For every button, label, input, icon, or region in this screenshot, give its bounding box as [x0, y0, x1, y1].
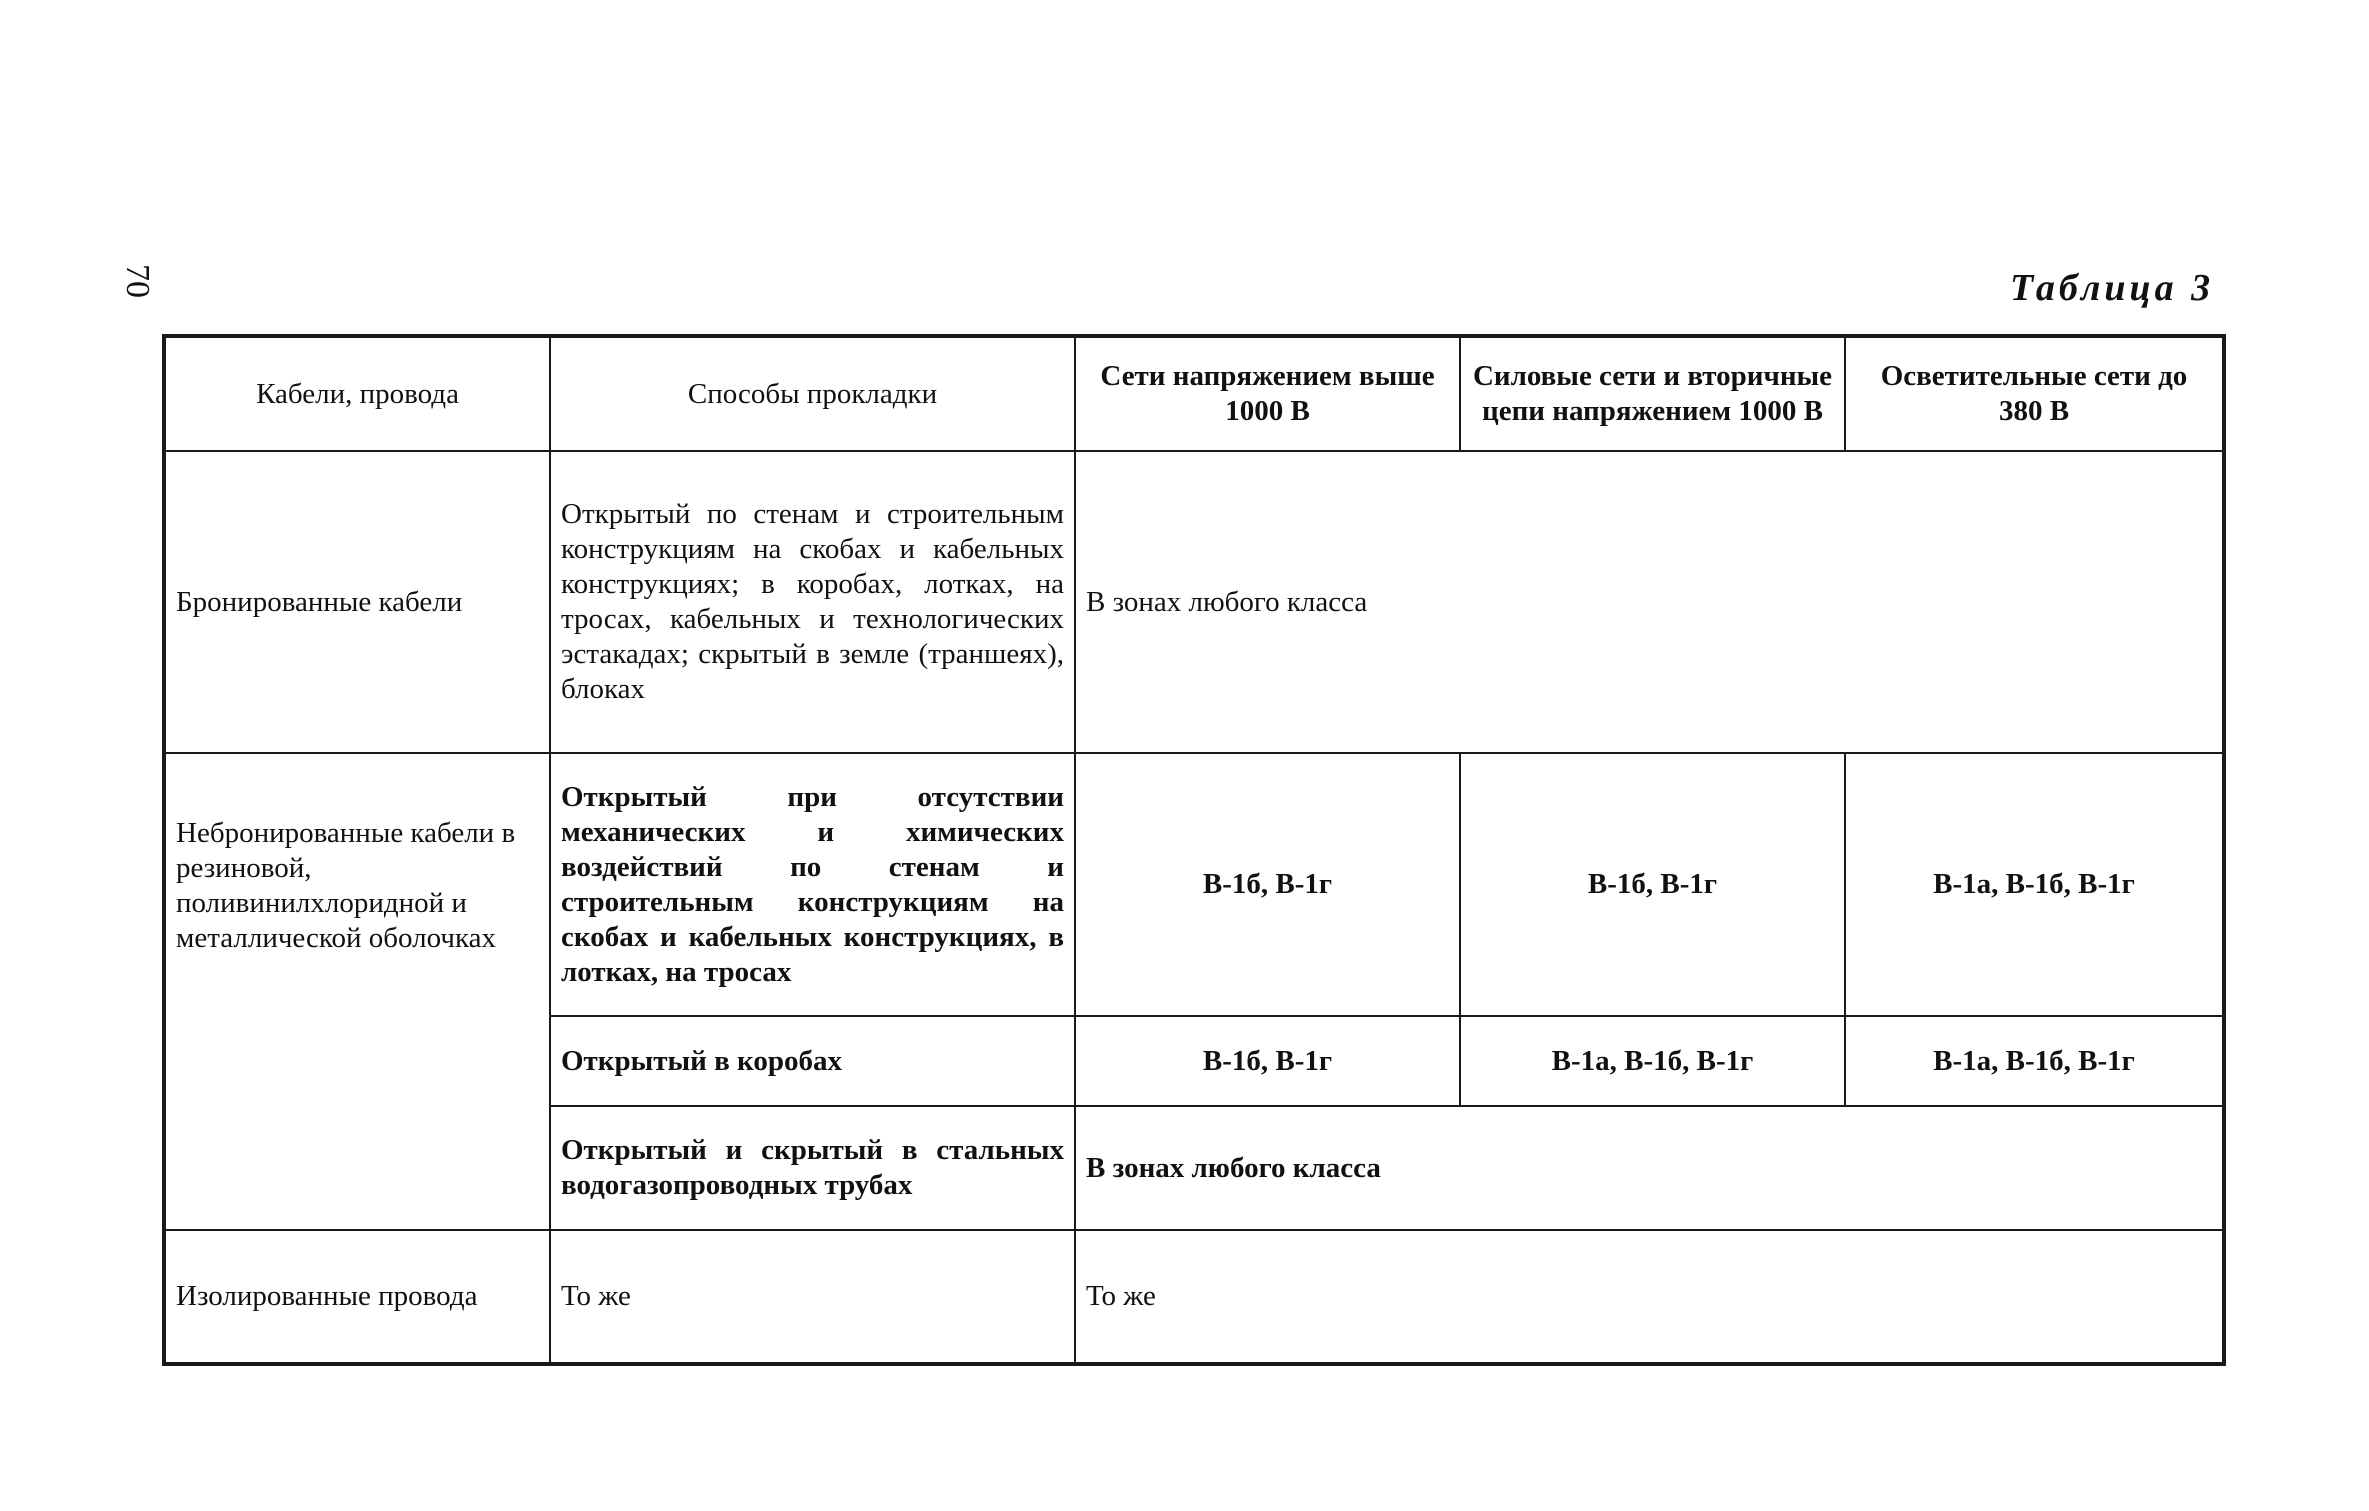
cell-unarmored-2-lighting: В-1а, В-1б, В-1г [1846, 1017, 2222, 1107]
header-cables: Кабели, провода [166, 338, 551, 452]
header-power: Силовые сети и вторичные цепи напряжением 1000 В [1461, 338, 1846, 452]
cell-armored-all: В зонах любого класса [1076, 452, 2222, 754]
table-caption: Таблица 3 [2010, 267, 2215, 309]
cell-unarmored-1-method: Открытый при отсутствии механических и химических воздействий по стенам и строительным конструкциям на скобах и кабельных конструкциях, в лотках, на тросах [551, 754, 1076, 1017]
page-number: 70 [119, 264, 156, 298]
cell-unarmored-3-all: В зонах любого класса [1076, 1107, 2222, 1231]
cell-armored-method: Открытый по стенам и строительным конструкциям на скобах и кабельных конструкциях; в коробах, лотках, на тросах, кабельных и технологических эстакадах; скрытый в земле (траншеях), блоках [551, 452, 1076, 754]
header-hv: Сети напряжением выше 1000 В [1076, 338, 1461, 452]
cell-insulated-cable: Изолированные провода [166, 1231, 551, 1362]
cell-armored-cable: Бронированные кабели [166, 452, 551, 754]
cell-unarmored-1-hv: В-1б, В-1г [1076, 754, 1461, 1017]
header-lighting: Осветительные сети до 380 В [1846, 338, 2222, 452]
cell-unarmored-2-hv: В-1б, В-1г [1076, 1017, 1461, 1107]
header-methods: Способы прокладки [551, 338, 1076, 452]
cell-unarmored-cable: Небронированные кабели в резиновой, поливинилхлоридной и металлической оболочках [166, 754, 551, 1231]
cell-insulated-method: То же [551, 1231, 1076, 1362]
cell-unarmored-2-power: В-1а, В-1б, В-1г [1461, 1017, 1846, 1107]
table [162, 334, 2226, 1366]
cell-unarmored-1-lighting: В-1а, В-1б, В-1г [1846, 754, 2222, 1017]
cell-unarmored-1-power: В-1б, В-1г [1461, 754, 1846, 1017]
cell-unarmored-2-method: Открытый в коробах [551, 1017, 1076, 1107]
cell-insulated-all: То же [1086, 1280, 1156, 1312]
cell-unarmored-3-method: Открытый и скрытый в стальных водогазопроводных трубах [551, 1107, 1076, 1231]
